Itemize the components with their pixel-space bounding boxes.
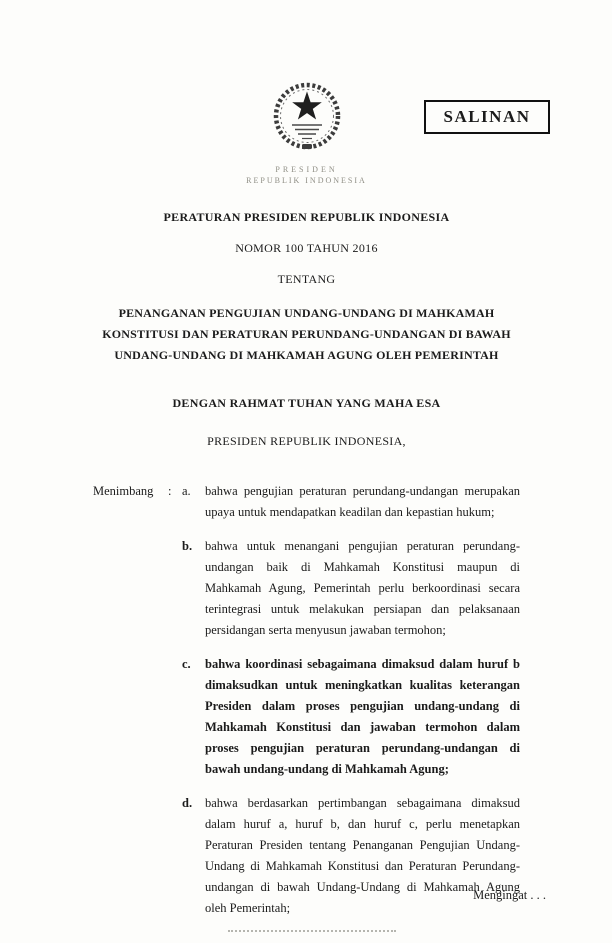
presidential-emblem-icon — [269, 76, 345, 152]
salinan-label: SALINAN — [443, 107, 531, 126]
item-letter: b. — [182, 539, 193, 553]
item-letter: c. — [182, 657, 191, 671]
letterhead — [93, 164, 520, 186]
regulation-title: PERATURAN PRESIDEN REPUBLIK INDONESIA — [163, 210, 450, 224]
item-text: bahwa pengujian peraturan perundang-undangan merupakan upaya untuk mendapatkan keadilan dan kepastian hukum; — [205, 484, 520, 519]
considerations-section — [93, 481, 520, 919]
page-bottom-mark — [228, 930, 396, 932]
item-letter: d. — [182, 796, 193, 810]
authority-line: PRESIDEN REPUBLIK INDONESIA, — [207, 434, 406, 448]
considerations-label: Menimbang — [93, 484, 154, 498]
regulation-number: NOMOR 100 TAHUN 2016 — [235, 241, 378, 255]
catchword-mengingat: Mengingat . . . — [473, 888, 546, 902]
tentang-label: TENTANG — [277, 272, 336, 286]
star-wreath-emblem-icon — [269, 76, 345, 152]
consideration-item-a — [182, 481, 520, 523]
consideration-item-b — [182, 536, 520, 641]
consideration-item-d — [182, 793, 520, 919]
letterhead-republik-indonesia: REPUBLIK INDONESIA — [246, 176, 367, 185]
salinan-stamp — [424, 100, 550, 134]
invocation-line: DENGAN RAHMAT TUHAN YANG MAHA ESA — [172, 396, 441, 410]
considerations-list — [182, 481, 520, 919]
letterhead-presiden: PRESIDEN — [275, 165, 338, 174]
item-text: bahwa koordinasi sebagaimana dimaksud dalam huruf b dimaksudkan untuk meningkatkan kualitas keterangan Presiden dalam proses pengujian undang-undang di Mahkamah Konstitusi dan jawaban termohon dalam proses pengujian peraturan perundang-undangan di bawah undang-undang di Mahkamah Agung; — [205, 657, 520, 776]
item-text: bahwa untuk menangani pengujian peraturan perundang-undangan baik di Mahkamah Konstitusi maupun di Mahkamah Agung, Pemerintah perlu berkoordinasi secara terintegrasi untuk melakukan persiapan dan pelaksanaan persidangan serta menyusun jawaban termohon; — [205, 539, 520, 637]
item-letter: a. — [182, 484, 191, 498]
item-text: bahwa berdasarkan pertimbangan sebagaimana dimaksud dalam huruf a, huruf b, dan huruf c, perlu menetapkan Peraturan Presiden tentang Penanganan Pengujian Undang-Undang di Mahkamah Konstitusi dan Peraturan Perundang-undangan di bawah Undang-Undang di Mahkamah Agung oleh Pemerintah; — [205, 796, 520, 915]
considerations-separator: : — [168, 484, 172, 498]
consideration-item-c — [182, 654, 520, 780]
regulation-subject: PENANGANAN PENGUJIAN UNDANG-UNDANG DI MAHKAMAH KONSTITUSI DAN PERATURAN PERUNDANG-UNDANGAN DI BAWAH UNDANG-UNDANG DI MAHKAMAH AGUNG OLEH PEMERINTAH — [102, 306, 511, 362]
